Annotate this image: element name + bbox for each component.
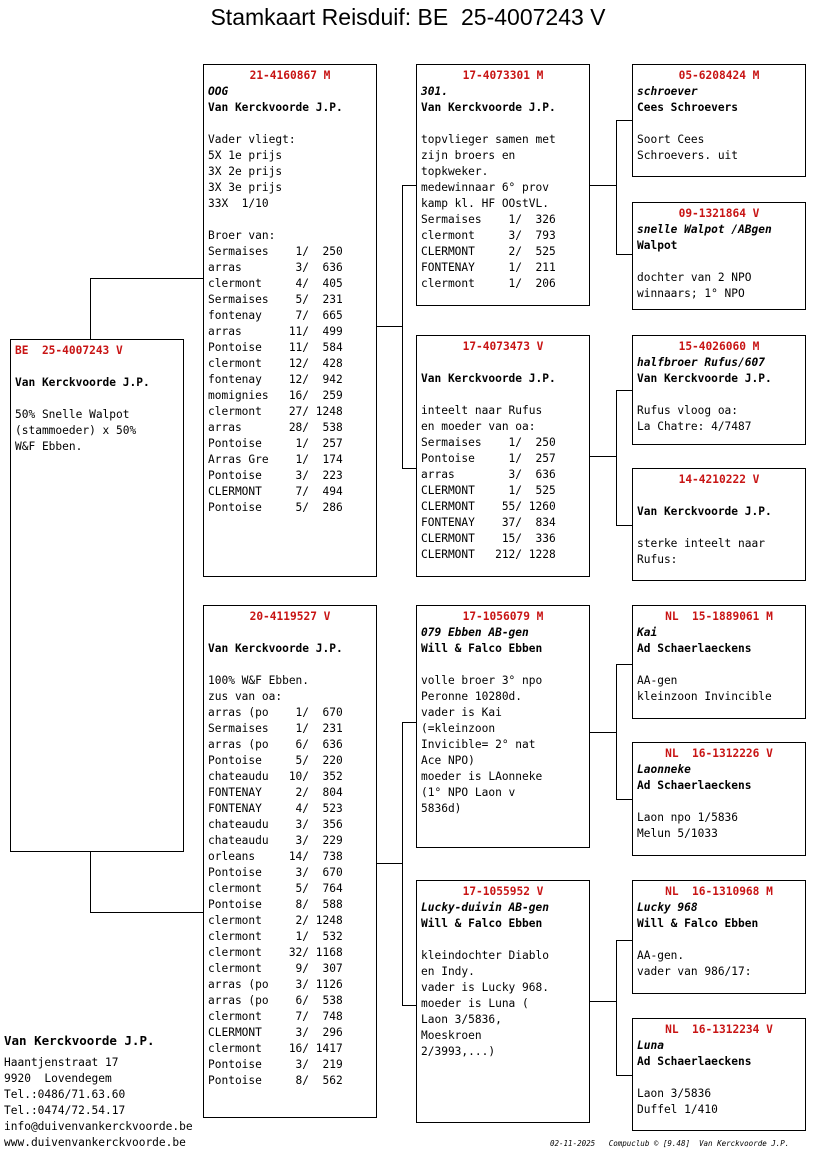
note-line: (stammoeder) x 50% xyxy=(15,424,137,437)
ring-number: 09-1321864 V xyxy=(678,207,760,220)
note-line: CLERMONT 15/ 336 xyxy=(421,532,556,545)
notes xyxy=(421,932,585,1060)
note-line: 50% Snelle Walpot xyxy=(15,408,130,421)
pigeon-name: halfbroer Rufus/607 xyxy=(637,356,765,369)
pigeon-name xyxy=(208,625,372,641)
note-line: en moeder van oa: xyxy=(421,420,536,433)
note-line: Duffel 1/410 xyxy=(637,1103,718,1116)
pigeon-name: OOG xyxy=(208,85,229,98)
note-line: Sermaises 1/ 250 xyxy=(421,436,556,449)
note-line: La Chatre: 4/7487 xyxy=(637,420,752,433)
note-line: CLERMONT 2/ 525 xyxy=(421,245,556,258)
note-line: Ace NPO) xyxy=(421,754,475,767)
note-line: CLERMONT 3/ 296 xyxy=(208,1026,343,1039)
note-line xyxy=(421,116,585,132)
pigeon-card-mmf xyxy=(632,880,806,994)
note-line: 33X 1/10 xyxy=(208,197,269,210)
ring-number: NL 16-1310968 M xyxy=(665,885,773,898)
notes xyxy=(637,116,801,164)
ring-number: 21-4160867 M xyxy=(249,69,331,82)
note-line: en Indy. xyxy=(421,965,475,978)
notes xyxy=(421,116,585,292)
note-line: arras (po 6/ 636 xyxy=(208,738,343,751)
breeder-info xyxy=(4,1033,193,1151)
pigeon-name: 301. xyxy=(421,85,448,98)
connector-line xyxy=(402,722,403,1005)
note-line: Arras Gre 1/ 174 xyxy=(208,453,343,466)
connector-line xyxy=(589,185,616,186)
note-line: FONTENAY 37/ 834 xyxy=(421,516,556,529)
note-line: clermont 27/ 1248 xyxy=(208,405,343,418)
note-line: topkweker. xyxy=(421,165,489,178)
breeder-email[interactable]: info@duivenvankerckvoorde.be xyxy=(4,1120,193,1133)
note-line: clermont 7/ 748 xyxy=(208,1010,343,1023)
note-line: Pontoise 1/ 257 xyxy=(208,437,343,450)
note-line: clermont 32/ 1168 xyxy=(208,946,343,959)
owner-name: Van Kerckvoorde J.P. xyxy=(15,376,150,389)
ring-number: 17-4073473 V xyxy=(462,340,544,353)
ring-number: 05-6208424 M xyxy=(678,69,760,82)
pigeon-card-mmm xyxy=(632,1018,806,1131)
note-line: kamp kl. HF OOstVL. xyxy=(421,197,549,210)
note-line: arras 3/ 636 xyxy=(421,468,556,481)
notes xyxy=(637,254,801,302)
owner-name: Van Kerckvoorde J.P. xyxy=(637,505,772,518)
breeder-website[interactable]: www.duivenvankerckvoorde.be xyxy=(4,1136,186,1149)
note-line: moeder is Luna ( xyxy=(421,997,529,1010)
note-line: Sermaises 1/ 250 xyxy=(208,245,343,258)
note-line: 100% W&F Ebben. xyxy=(208,674,310,687)
note-line: 2/3993,...) xyxy=(421,1045,496,1058)
note-line: Pontoise 11/ 584 xyxy=(208,341,343,354)
breeder-phone: Tel.:0486/71.63.60 xyxy=(4,1088,126,1101)
note-line: vader van 986/17: xyxy=(637,965,752,978)
note-line: kleindochter Diablo xyxy=(421,949,549,962)
note-line: Pontoise 3/ 223 xyxy=(208,469,343,482)
note-line: medewinnaar 6° prov xyxy=(421,181,549,194)
connector-line xyxy=(616,254,633,255)
connector-line xyxy=(589,732,616,733)
note-line: momignies 16/ 259 xyxy=(208,389,343,402)
note-line: arras 28/ 538 xyxy=(208,421,343,434)
breeder-name: Van Kerckvoorde J.P. xyxy=(4,1033,155,1048)
note-line xyxy=(208,212,372,228)
notes xyxy=(637,387,801,435)
connector-line xyxy=(90,278,204,279)
pigeon-card-mff xyxy=(632,605,806,719)
note-line: (1° NPO Laon v xyxy=(421,786,516,799)
connector-line xyxy=(402,722,417,723)
pigeon-card-fmf xyxy=(632,335,806,445)
owner-name: Walpot xyxy=(637,239,678,252)
note-line: W&F Ebben. xyxy=(15,440,83,453)
note-line: 5X 1e prijs xyxy=(208,149,283,162)
note-line: Pontoise 3/ 219 xyxy=(208,1058,343,1071)
note-line: vader is Kai xyxy=(421,706,502,719)
note-line: Laon 3/5836, xyxy=(421,1013,502,1026)
note-line: CLERMONT 55/ 1260 xyxy=(421,500,556,513)
pigeon-name xyxy=(421,355,585,371)
ring-number: 17-4073301 M xyxy=(462,69,544,82)
note-line: arras (po 1/ 670 xyxy=(208,706,343,719)
note-line: Pontoise 5/ 220 xyxy=(208,754,343,767)
notes xyxy=(637,794,801,842)
note-line: orleans 14/ 738 xyxy=(208,850,343,863)
note-line: Sermaises 1/ 231 xyxy=(208,722,343,735)
page-title: Stamkaart Reisduif: BE 25-4007243 V xyxy=(210,4,606,30)
note-line: Schroevers. uit xyxy=(637,149,739,162)
connector-line xyxy=(616,120,633,121)
note-line: Soort Cees xyxy=(637,133,705,146)
connector-line xyxy=(616,390,617,525)
note-line: clermont 16/ 1417 xyxy=(208,1042,343,1055)
ring-number: 15-4026060 M xyxy=(678,340,760,353)
pigeon-card-ffm xyxy=(632,202,806,310)
breeder-city: 9920 Lovendegem xyxy=(4,1072,112,1085)
note-line: FONTENAY 2/ 804 xyxy=(208,786,343,799)
note-line: Rufus: xyxy=(637,553,678,566)
connector-line xyxy=(616,940,617,1075)
note-line: Pontoise 8/ 562 xyxy=(208,1074,343,1087)
note-line: FONTENAY 4/ 523 xyxy=(208,802,343,815)
note-line: Laon npo 1/5836 xyxy=(637,811,739,824)
breeder-phone: Tel.:0474/72.54.17 xyxy=(4,1104,126,1117)
note-line xyxy=(637,387,801,403)
notes xyxy=(15,391,179,455)
note-line xyxy=(637,520,801,536)
ring-number: NL 16-1312226 V xyxy=(665,747,773,760)
note-line: inteelt naar Rufus xyxy=(421,404,543,417)
notes xyxy=(421,387,585,563)
note-line: Laon 3/5836 xyxy=(637,1087,712,1100)
note-line: CLERMONT 1/ 525 xyxy=(421,484,556,497)
note-line: moeder is LAonneke xyxy=(421,770,543,783)
note-line: Melun 5/1033 xyxy=(637,827,718,840)
note-line: chateaudu 10/ 352 xyxy=(208,770,343,783)
connector-line xyxy=(616,940,633,941)
note-line: Vader vliegt: xyxy=(208,133,296,146)
note-line: topvlieger samen met xyxy=(421,133,556,146)
notes xyxy=(421,657,585,817)
note-line: arras 11/ 499 xyxy=(208,325,343,338)
note-line: 3X 3e prijs xyxy=(208,181,283,194)
note-line xyxy=(421,657,585,673)
note-line: CLERMONT 212/ 1228 xyxy=(421,548,556,561)
pigeon-card-mother xyxy=(203,605,377,1118)
owner-name: Van Kerckvoorde J.P. xyxy=(421,372,556,385)
note-line: Pontoise 8/ 588 xyxy=(208,898,343,911)
note-line: volle broer 3° npo xyxy=(421,674,543,687)
ring-number: 17-1056079 M xyxy=(462,610,544,623)
connector-line xyxy=(616,1075,633,1076)
owner-name: Will & Falco Ebben xyxy=(637,917,759,930)
ring-number: 20-4119527 V xyxy=(249,610,331,623)
connector-line xyxy=(589,1001,616,1002)
note-line xyxy=(421,387,585,403)
ring-number: 17-1055952 V xyxy=(462,885,544,898)
note-line: AA-gen. xyxy=(637,949,685,962)
note-line xyxy=(637,657,801,673)
owner-name: Will & Falco Ebben xyxy=(421,917,543,930)
pigeon-name: Kai xyxy=(637,626,658,639)
connector-line xyxy=(616,664,633,665)
note-line xyxy=(637,1070,801,1086)
pigeon-card-fmm xyxy=(632,468,806,581)
note-line: Pontoise 3/ 670 xyxy=(208,866,343,879)
connector-line xyxy=(376,863,402,864)
note-line: clermont 3/ 793 xyxy=(421,229,556,242)
note-line: 5836d) xyxy=(421,802,462,815)
footer-credit: 02-11-2025 Compuclub © [9.48] Van Kerckvoorde J.P. xyxy=(550,1139,790,1148)
note-line xyxy=(637,254,801,270)
note-line: zus van oa: xyxy=(208,690,283,703)
owner-name: Van Kerckvoorde J.P. xyxy=(208,101,343,114)
pigeon-name xyxy=(637,488,801,504)
note-line: FONTENAY 1/ 211 xyxy=(421,261,556,274)
owner-name: Cees Schroevers xyxy=(637,101,739,114)
connector-line xyxy=(90,851,91,912)
notes xyxy=(637,657,801,705)
notes xyxy=(637,520,801,568)
owner-name: Van Kerckvoorde J.P. xyxy=(637,372,772,385)
pigeon-card-fm xyxy=(416,335,590,577)
notes xyxy=(208,116,372,516)
connector-line xyxy=(376,326,402,327)
notes xyxy=(637,1070,801,1118)
note-line: zijn broers en xyxy=(421,149,516,162)
note-line: fontenay 7/ 665 xyxy=(208,309,343,322)
owner-name: Ad Schaerlaeckens xyxy=(637,1055,752,1068)
owner-name: Will & Falco Ebben xyxy=(421,642,543,655)
note-line: clermont 1/ 206 xyxy=(421,277,556,290)
note-line: fontenay 12/ 942 xyxy=(208,373,343,386)
connector-line xyxy=(616,120,617,254)
pigeon-name: 079 Ebben AB-gen xyxy=(421,626,529,639)
pigeon-card-mm xyxy=(416,880,590,1123)
note-line: Moeskroen xyxy=(421,1029,482,1042)
note-line: dochter van 2 NPO xyxy=(637,271,752,284)
note-line: winnaars; 1° NPO xyxy=(637,287,745,300)
owner-name: Van Kerckvoorde J.P. xyxy=(208,642,343,655)
note-line: chateaudu 3/ 356 xyxy=(208,818,343,831)
connector-line xyxy=(589,456,616,457)
ring-number: 14-4210222 V xyxy=(678,473,760,486)
note-line: Pontoise 5/ 286 xyxy=(208,501,343,514)
note-line: arras (po 3/ 1126 xyxy=(208,978,343,991)
pigeon-name: schroever xyxy=(637,85,698,98)
note-line: chateaudu 3/ 229 xyxy=(208,834,343,847)
note-line: vader is Lucky 968. xyxy=(421,981,549,994)
pigeon-name: Luna xyxy=(637,1039,664,1052)
note-line: Peronne 10280d. xyxy=(421,690,523,703)
connector-line xyxy=(402,468,417,469)
pigeon-card-subject xyxy=(10,339,184,852)
pigeon-name: Laonneke xyxy=(637,763,691,776)
note-line: (=kleinzoon xyxy=(421,722,496,735)
note-line: AA-gen xyxy=(637,674,678,687)
note-line: clermont 1/ 532 xyxy=(208,930,343,943)
connector-line xyxy=(90,278,91,339)
breeder-address: Haantjenstraat 17 xyxy=(4,1056,119,1069)
connector-line xyxy=(616,664,617,799)
connector-line xyxy=(616,390,633,391)
note-line: clermont 12/ 428 xyxy=(208,357,343,370)
note-line: kleinzoon Invincible xyxy=(637,690,772,703)
connector-line xyxy=(402,185,417,186)
note-line: Broer van: xyxy=(208,229,276,242)
note-line: Sermaises 1/ 326 xyxy=(421,213,556,226)
note-line: Pontoise 1/ 257 xyxy=(421,452,556,465)
ring-number: BE 25-4007243 V xyxy=(15,344,123,357)
note-line: sterke inteelt naar xyxy=(637,537,765,550)
owner-name: Van Kerckvoorde J.P. xyxy=(421,101,556,114)
note-line: Sermaises 5/ 231 xyxy=(208,293,343,306)
pigeon-card-mf xyxy=(416,605,590,848)
connector-line xyxy=(616,525,633,526)
note-line: CLERMONT 7/ 494 xyxy=(208,485,343,498)
pigeon-card-father xyxy=(203,64,377,577)
note-line xyxy=(637,794,801,810)
note-line: Rufus vloog oa: xyxy=(637,404,739,417)
notes xyxy=(637,932,801,980)
note-line: Invicible= 2° nat xyxy=(421,738,536,751)
ring-number: NL 16-1312234 V xyxy=(665,1023,773,1036)
pigeon-name: Lucky-duivin AB-gen xyxy=(421,901,549,914)
pigeon-card-fff xyxy=(632,64,806,177)
note-line: arras 3/ 636 xyxy=(208,261,343,274)
owner-name: Ad Schaerlaeckens xyxy=(637,642,752,655)
note-line xyxy=(637,932,801,948)
note-line: clermont 4/ 405 xyxy=(208,277,343,290)
owner-name: Ad Schaerlaeckens xyxy=(637,779,752,792)
connector-line xyxy=(616,799,633,800)
notes xyxy=(208,657,372,1089)
connector-line xyxy=(402,1005,417,1006)
pigeon-name: Lucky 968 xyxy=(637,901,698,914)
note-line: clermont 2/ 1248 xyxy=(208,914,343,927)
note-line xyxy=(421,932,585,948)
note-line: clermont 5/ 764 xyxy=(208,882,343,895)
connector-line xyxy=(402,185,403,468)
connector-line xyxy=(90,912,204,913)
note-line: arras (po 6/ 538 xyxy=(208,994,343,1007)
note-line xyxy=(637,116,801,132)
note-line: 3X 2e prijs xyxy=(208,165,283,178)
pigeon-name: snelle Walpot /ABgen xyxy=(637,223,772,236)
ring-number: NL 15-1889061 M xyxy=(665,610,773,623)
pigeon-card-ff xyxy=(416,64,590,306)
note-line: clermont 9/ 307 xyxy=(208,962,343,975)
pigeon-card-mfm xyxy=(632,742,806,856)
